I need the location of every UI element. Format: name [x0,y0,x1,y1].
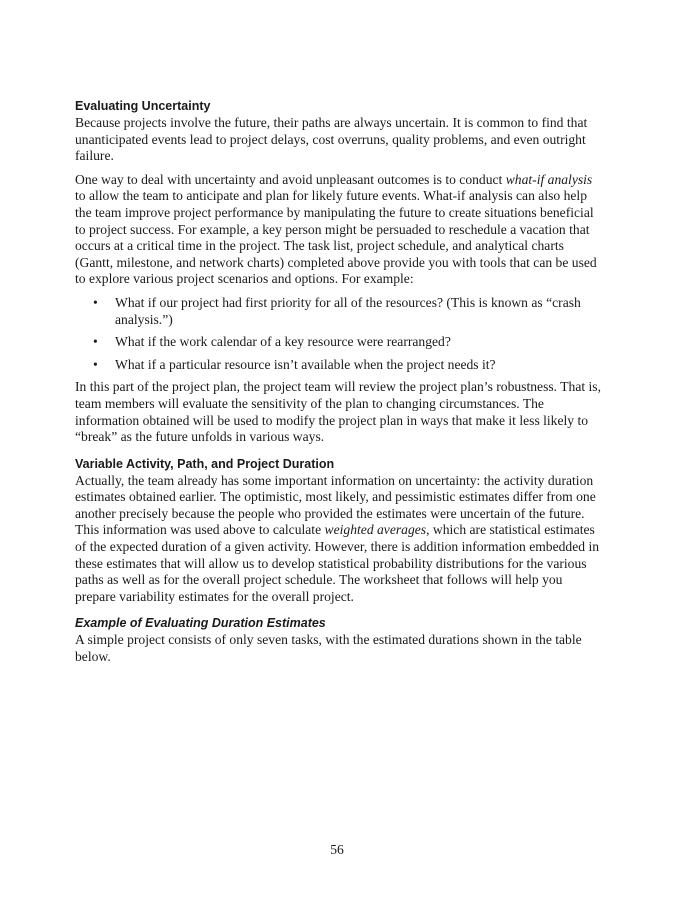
page-number: 56 [330,842,344,857]
paragraph-what-if [75,172,605,288]
section-heading-example: Example of Evaluating Duration Estimates [75,616,326,631]
bullet-item [75,295,605,328]
section-heading-variable-duration: Variable Activity, Path, and Project Duration [75,456,335,471]
document-page [75,98,605,673]
bullet-text: What if our project had first priority for all of the resources? (This is known as “crash analysis.”) [115,294,581,327]
paragraph-variable-duration [75,473,605,606]
bullet-item [75,334,605,351]
bullet-dot-icon: • [93,356,98,372]
bullet-dot-icon: • [93,334,98,350]
paragraph-what-if-text-2: to allow the team to anticipate and plan for likely future events. What-if analysis can also help the team improve project performance by manipulating the future to create situations beneficial to project success. For example, a key person might be persuaded to reschedule a vacation that occurs at a critical time in the project. The task list, project schedule, and analytical charts (Gantt, milestone, and network charts) completed above provide you with tools that can be used to explore various project scenarios and options. For example: [75,188,597,287]
section-heading-evaluating-uncertainty: Evaluating Uncertainty [75,99,211,113]
emphasis-what-if-analysis: what-if analysis [505,171,593,187]
bullet-text: What if the work calendar of a key resource were rearranged? [115,334,451,350]
paragraph-variable-text-1: Actually, the team already has some important information on uncertainty: the activity duration estimates obtained earlier. The optimistic, most likely, and pessimistic estimates differ from one another precisely because the people who provided the estimates were uncertain of the future. This information was used above to calculate [75,472,596,538]
paragraph-robustness: In this part of the project plan, the project team will review the project plan’s robustness. That is, team members will evaluate the sensitivity of the plan to changing circumstances. The information obtained will be used to modify the project plan in ways that make it less likely to “break” as the future unfolds in various ways. [75,379,601,445]
paragraph-variable-text-2: , which are statistical estimates of the expected duration of a given activity. However, there is addition information embedded in these estimates that will allow us to develop statistical probability distributions for the various paths as well as for the overall project schedule. The worksheet that follows will help you prepare variability estimates for the overall project. [75,522,600,604]
emphasis-weighted-averages: weighted averages [324,522,427,538]
paragraph-intro: Because projects involve the future, their paths are always uncertain. It is common to find that unanticipated events lead to project delays, cost overruns, quality problems, and even outright failure. [75,115,588,164]
bullet-dot-icon: • [93,294,98,310]
bullet-text: What if a particular resource isn’t available when the project needs it? [115,356,496,372]
bullet-list [75,295,605,373]
paragraph-example: A simple project consists of only seven tasks, with the estimated durations shown in the table below. [75,632,582,665]
bullet-item [75,357,605,374]
paragraph-what-if-text-1: One way to deal with uncertainty and avoid unpleasant outcomes is to conduct [75,171,506,187]
